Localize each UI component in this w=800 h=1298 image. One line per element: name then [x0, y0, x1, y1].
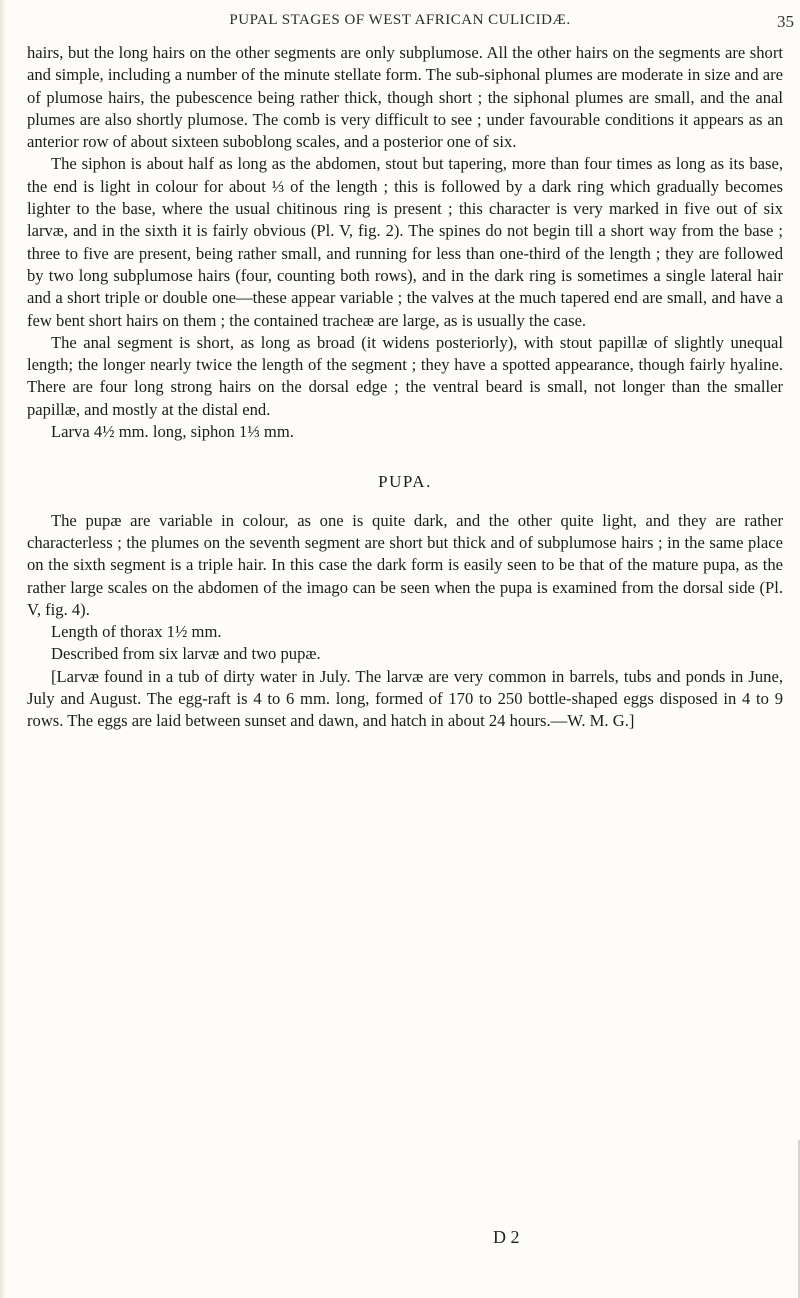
- paragraph-anal-segment: The anal segment is short, as long as broad (it widens posteriorly), with stout papillæ of slightly unequal length; the longer nearly twice the length of the segment ; they have a spotted appearance, though fairly hyaline. There are four long strong hairs on the dorsal edge ; the ventral beard is small, not longer than the smaller papillæ, and mostly at the distal end.: [27, 332, 783, 419]
- section-heading-pupa: PUPA.: [378, 472, 432, 492]
- paragraph-field-note: [Larvæ found in a tub of dirty water in July. The larvæ are very common in barrels, tubs and ponds in June, July and August. The egg-raft is 4 to 6 mm. long, formed of 170 to 250 bottle-shaped eggs disposed in 4 to 9 rows. The eggs are laid between sunset and dawn, and hatch in about 24 hours.—W. M. G.]: [27, 666, 783, 731]
- paragraph-hairs: hairs, but the long hairs on the other segments are only subplumose. All the other hairs on the segments are short and simple, including a number of the minute stellate form. The sub-siphonal plumes are moderate in size and are of plumose hairs, the pubescence being rather thick, though short ; the siphonal plumes are small, and the anal plumes are also shortly plumose. The comb is very difficult to see ; under favourable conditions it appears as an anterior row of about sixteen suboblong scales, and a posterior one of six.: [27, 43, 783, 152]
- paragraph-thorax-length: Length of thorax 1½ mm.: [51, 622, 222, 642]
- signature-mark: D 2: [493, 1227, 520, 1247]
- paragraph-larva-measurement: Larva 4½ mm. long, siphon 1⅓ mm.: [51, 422, 294, 442]
- running-header: [0, 12, 800, 36]
- body-text: [27, 42, 783, 733]
- paragraph-described-from: Described from six larvæ and two pupæ.: [51, 644, 321, 664]
- running-title: PUPAL STAGES OF WEST AFRICAN CULICIDÆ.: [229, 12, 571, 28]
- paragraph-pupa-description: The pupæ are variable in colour, as one is quite dark, and the other quite light, and they are rather characterless ; the plumes on the seventh segment are short but thick and of subplumose hairs ; in the same place on the sixth segment is a triple hair. In this case the dark form is easily seen to be that of the mature pupa, as the rather large scales on the abdomen of the imago can be seen when the pupa is examined from the dorsal side (Pl. V, fig. 4).: [27, 510, 783, 619]
- paragraph-siphon: The siphon is about half as long as the abdomen, stout but tapering, more than four times as long as its base, the end is light in colour for about ⅓ of the length ; this is followed by a dark ring which gradually becomes lighter to the base, where the usual chitinous ring is present ; this character is very marked in five out of six larvæ, and in the sixth it is fairly obvious (Pl. V, fig. 2). The spines do not begin till a short way from the base ; three to five are present, being rather small, and running for less than one-third of the length ; they are followed by two long subplumose hairs (four, counting both rows), and in the dark ring is sometimes a single lateral hair and a short triple or double one—these appear variable ; the valves at the much tapered end are small, and have a few bent short hairs on them ; the contained tracheæ are large, as is usually the case.: [27, 154, 783, 330]
- page-binding-shadow: [0, 0, 6, 1298]
- page-number: 35: [777, 12, 794, 31]
